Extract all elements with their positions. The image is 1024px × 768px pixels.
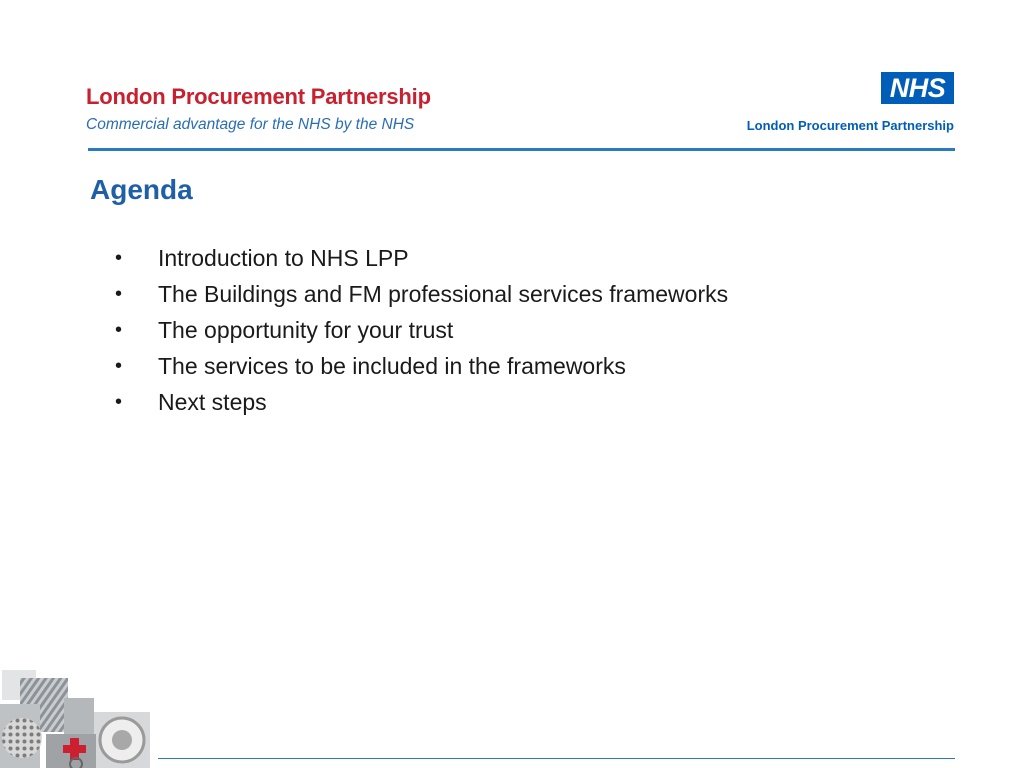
bullet-icon: • (115, 283, 123, 305)
list-item-text: Next steps (158, 389, 267, 415)
footer-divider (158, 758, 955, 759)
list-item-text: Introduction to NHS LPP (158, 245, 409, 271)
red-cross-icon (63, 745, 86, 753)
bullet-icon: • (115, 247, 123, 269)
footer-collage-image (0, 668, 152, 768)
page-title: Agenda (90, 174, 193, 205)
bullet-icon: • (115, 355, 123, 377)
list-item-text: The opportunity for your trust (158, 317, 454, 343)
list-item-text: The services to be included in the frameworks (158, 353, 626, 379)
logo-subtitle: London Procurement Partnership (746, 118, 954, 133)
collage-tile (2, 718, 42, 758)
org-tagline: Commercial advantage for the NHS by the NHS (86, 116, 415, 133)
header-divider (88, 148, 955, 151)
nhs-logo: NHS (881, 72, 954, 104)
collage-tile (64, 698, 94, 738)
collage-tile (112, 730, 132, 750)
bullet-icon: • (115, 391, 123, 413)
list-item-text: The Buildings and FM professional services frameworks (158, 281, 729, 307)
org-title: London Procurement Partnership (86, 84, 431, 109)
bullet-icon: • (115, 319, 123, 341)
